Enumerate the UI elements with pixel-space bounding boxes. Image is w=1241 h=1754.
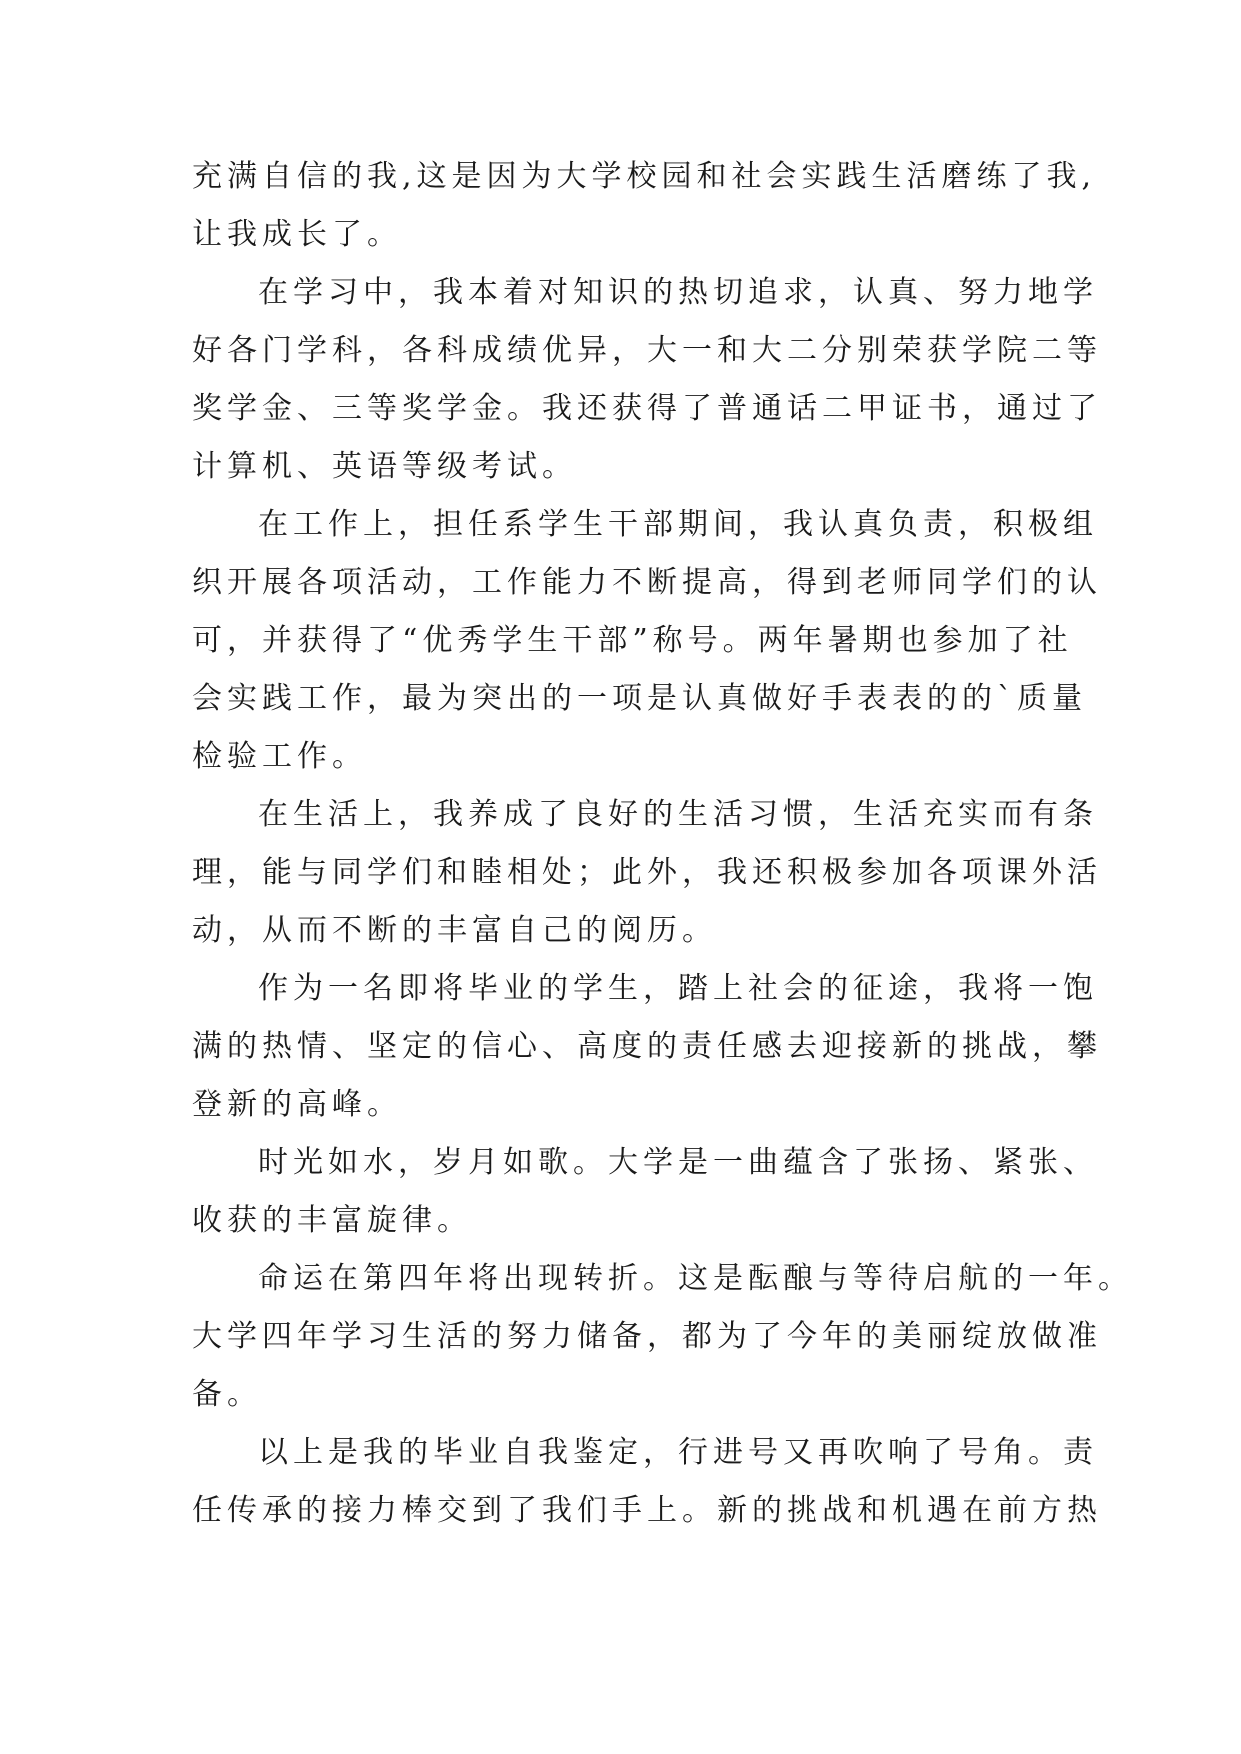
text-line: 以上是我的毕业自我鉴定，行进号又再吹响了号角。责 [258,1435,1098,1470]
text-line: 计算机、英语等级考试。 [192,449,577,484]
text-line: 任传承的接力棒交到了我们手上。新的挑战和机遇在前方热 [192,1493,1102,1528]
text-line: 织开展各项活动，工作能力不断提高，得到老师同学们的认 [192,565,1102,600]
text-line: 理，能与同学们和睦相处；此外，我还积极参加各项课外活 [192,855,1102,890]
text-line: 备。 [192,1377,262,1412]
text-line: 让我成长了。 [192,217,402,252]
text-line: 作为一名即将毕业的学生，踏上社会的征途，我将一饱 [258,971,1098,1006]
text-line: 大学四年学习生活的努力储备，都为了今年的美丽绽放做准 [192,1319,1102,1354]
text-line: 会实践工作，最为突出的一项是认真做好手表表的的`质量 [192,681,1087,716]
text-line: 在学习中，我本着对知识的热切追求，认真、努力地学 [258,275,1098,310]
text-line: 时光如水，岁月如歌。大学是一曲蕴含了张扬、紧张、 [258,1145,1098,1180]
text-line: 命运在第四年将出现转折。这是酝酿与等待启航的一年。 [258,1261,1133,1296]
text-line: 在生活上，我养成了良好的生活习惯，生活充实而有条 [258,797,1098,832]
text-line: 奖学金、三等奖学金。我还获得了普通话二甲证书，通过了 [192,391,1102,426]
text-line: 检验工作。 [192,739,367,774]
text-line: 充满自信的我,这是因为大学校园和社会实践生活磨练了我, [192,159,1097,194]
text-line: 在工作上，担任系学生干部期间，我认真负责，积极组 [258,507,1098,542]
text-line: 好各门学科，各科成绩优异，大一和大二分别荣获学院二等 [192,333,1102,368]
text-line: 收获的丰富旋律。 [192,1203,472,1238]
document-body [192,148,1133,1540]
text-line: 满的热情、坚定的信心、高度的责任感去迎接新的挑战，攀 [192,1029,1102,1064]
text-line: 可，并获得了“优秀学生干部”称号。两年暑期也参加了社 [192,623,1073,658]
text-line: 动，从而不断的丰富自己的阅历。 [192,913,717,948]
text-line: 登新的高峰。 [192,1087,402,1122]
